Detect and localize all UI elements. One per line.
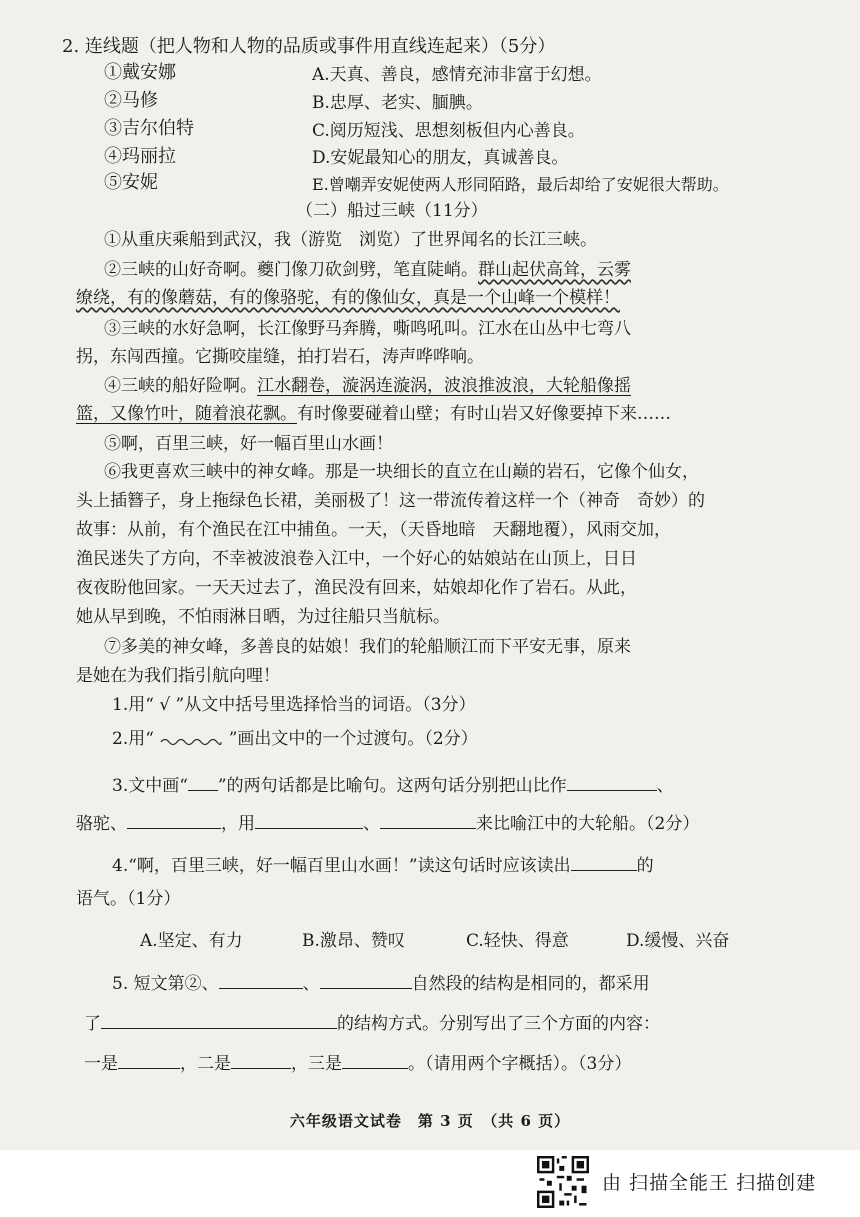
question-4-line [112,852,654,877]
passage-title: （二）船过三峡（11分） [296,201,488,221]
answer-blank[interactable] [127,810,221,829]
paragraph-1: ①从重庆乘船到武汉，我（游览 浏览）了世界闻名的长江三峡。 [104,230,597,250]
match-left-item: ⑤安妮 [104,172,158,193]
option-c[interactable]: C.轻快、得意 [466,931,569,951]
answer-blank[interactable] [567,772,657,791]
paragraph-6: ⑥我更喜欢三峡中的神女峰。那是一块细长的直立在山巅的岩石，它像个仙女， [104,462,699,482]
paragraph-4-line-2 [76,403,671,425]
paragraph-2-text: ②三峡的山好奇啊。夔门像刀砍剑劈，笔直陡峭。 [104,260,478,280]
paragraph-5: ⑤啊，百里三峡，好一幅百里山水画！ [104,434,393,454]
paragraph-6-cont: 她从早到晚，不怕雨淋日晒，为过往船只当航标。 [76,607,450,627]
scan-watermark-bar [0,1150,860,1217]
paragraph-4-text-2: 有时像要碰着山壁；有时山岩又好像要掉下来…… [297,404,671,424]
underline-mark [188,772,218,791]
question-3-line [112,772,674,797]
question-3-text: ，用 [221,814,255,834]
answer-blank[interactable] [571,852,637,871]
question-5-line [112,970,650,995]
match-left-item: ④玛丽拉 [104,146,176,167]
question-5-text: 的结构方式。分别写出了三个方面的内容： [337,1014,660,1034]
answer-blank[interactable] [219,970,303,989]
paragraph-3: ③三峡的水好急啊，长江像野马奔腾，嘶鸣吼叫。江水在山丛中七弯八 [104,319,631,339]
question-1: 1.用“ √ ”从文中括号里选择恰当的词语。（3分） [112,695,476,715]
answer-blank[interactable] [118,1050,180,1069]
question-4-text: 4.“啊，百里三峡，好一幅百里山水画！”读这句话时应该读出 [112,856,571,876]
question-5-text: ，二是 [180,1054,231,1074]
metaphor-sentence-2-cont: 篮，又像竹叶，随着浪花飘。 [76,404,297,424]
match-right-item: C.阅历短浅、思想刻板但内心善良。 [312,121,585,141]
answer-blank[interactable] [320,970,412,989]
answer-blank[interactable] [101,1010,337,1029]
question-5-text: 、 [302,974,320,994]
wavy-underline-icon [159,736,223,746]
question-5-text: 自然段的结构是相同的，都采用 [411,974,650,994]
match-right-item: D.安妮最知心的朋友，真诚善良。 [312,148,569,168]
answer-blank[interactable] [231,1050,291,1069]
answer-blank[interactable] [380,810,476,829]
paragraph-6-cont: 夜夜盼他回家。一天天过去了，渔民没有回来，姑娘却化作了岩石。从此， [76,578,637,598]
paragraph-3-cont: 拐，东闯西撞。它撕咬崖缝，拍打岩石，涛声哗哗响。 [76,347,484,367]
question-3-text: 骆驼、 [76,814,127,834]
q2-title: 2. 连线题（把人物和人物的品质或事件用直线连起来）（5分） [62,36,556,57]
paragraph-6-cont: 渔民迷失了方向，不幸被波浪卷入江中，一个好心的姑娘站在山顶上，日日 [76,549,637,569]
paragraph-4-line [104,375,631,397]
page-footer: 六年级语文试卷 第 3 页 （共 6 页） [289,1112,571,1130]
question-3-text: 来比喻江中的大轮船。（2分） [476,814,700,834]
metaphor-sentence-2: 江水翻卷，漩涡连漩涡，波浪推波浪，大轮船像摇 [257,376,631,396]
paragraph-4-text: ④三峡的船好险啊。 [104,376,257,396]
question-5-text: 一是 [84,1054,118,1074]
match-left-item: ③吉尔伯特 [104,118,194,139]
question-4-text-2: 语气。（1分） [76,889,181,909]
question-4-text: 的 [636,856,654,876]
question-3-text: 、 [363,814,380,834]
question-5-text: 5. 短文第②、 [112,974,219,994]
question-2-text: ”画出文中的一个过渡句。（2分） [228,729,478,749]
question-5-text: ，三是 [291,1054,342,1074]
question-3-line-2 [76,810,699,835]
question-3-text: 3.文中画“ [112,776,188,796]
question-2-text: 2.用“ [112,729,154,749]
option-d[interactable]: D.缓慢、兴奋 [626,931,730,951]
match-right-item: B.忠厚、老实、腼腆。 [312,93,483,113]
metaphor-sentence-1-cont: 缭绕，有的像蘑菇，有的像骆驼，有的像仙女，真是一个山峰一个模样！ [76,288,620,308]
scan-watermark-text: 由 扫描全能王 扫描创建 [602,1172,817,1194]
question-2-line [112,728,478,750]
question-5-line-2 [84,1010,660,1035]
metaphor-sentence-1: 群山起伏高耸，云雾 [478,260,631,280]
question-3-text: 、 [656,776,674,796]
paragraph-7: ⑦多美的神女峰，多善良的姑娘！我们的轮船顺江而下平安无事，原来 [104,637,631,657]
qr-code-icon [537,1156,589,1208]
paragraph-7-cont: 是她在为我们指引航向哩！ [76,666,280,686]
option-b[interactable]: B.激昂、赞叹 [302,931,405,951]
match-left-item: ②马修 [104,90,158,111]
question-3-text: ”的两句话都是比喻句。这两句话分别把山比作 [217,776,567,796]
question-5-text: 。（请用两个字概括）。（3分） [408,1054,632,1074]
answer-blank[interactable] [255,810,363,829]
paragraph-6-cont: 头上插簪子，身上拖绿色长裙，美丽极了！这一带流传着这样一个（神奇 奇妙）的 [76,491,705,511]
option-a[interactable]: A.坚定、有力 [140,931,243,951]
question-5-line-3 [84,1050,631,1075]
match-right-item: E.曾嘲弄安妮使两人形同陌路，最后却给了安妮很大帮助。 [312,175,729,194]
paragraph-2-line [104,259,631,281]
answer-blank[interactable] [342,1050,408,1069]
match-right-item: A.天真、善良，感情充沛非富于幻想。 [312,65,602,85]
question-5-text: 了 [84,1014,101,1034]
paragraph-6-cont: 故事：从前，有个渔民在江中捕鱼。一天，（天昏地暗 天翻地覆），风雨交加， [76,520,671,540]
match-left-item: ①戴安娜 [104,62,176,83]
